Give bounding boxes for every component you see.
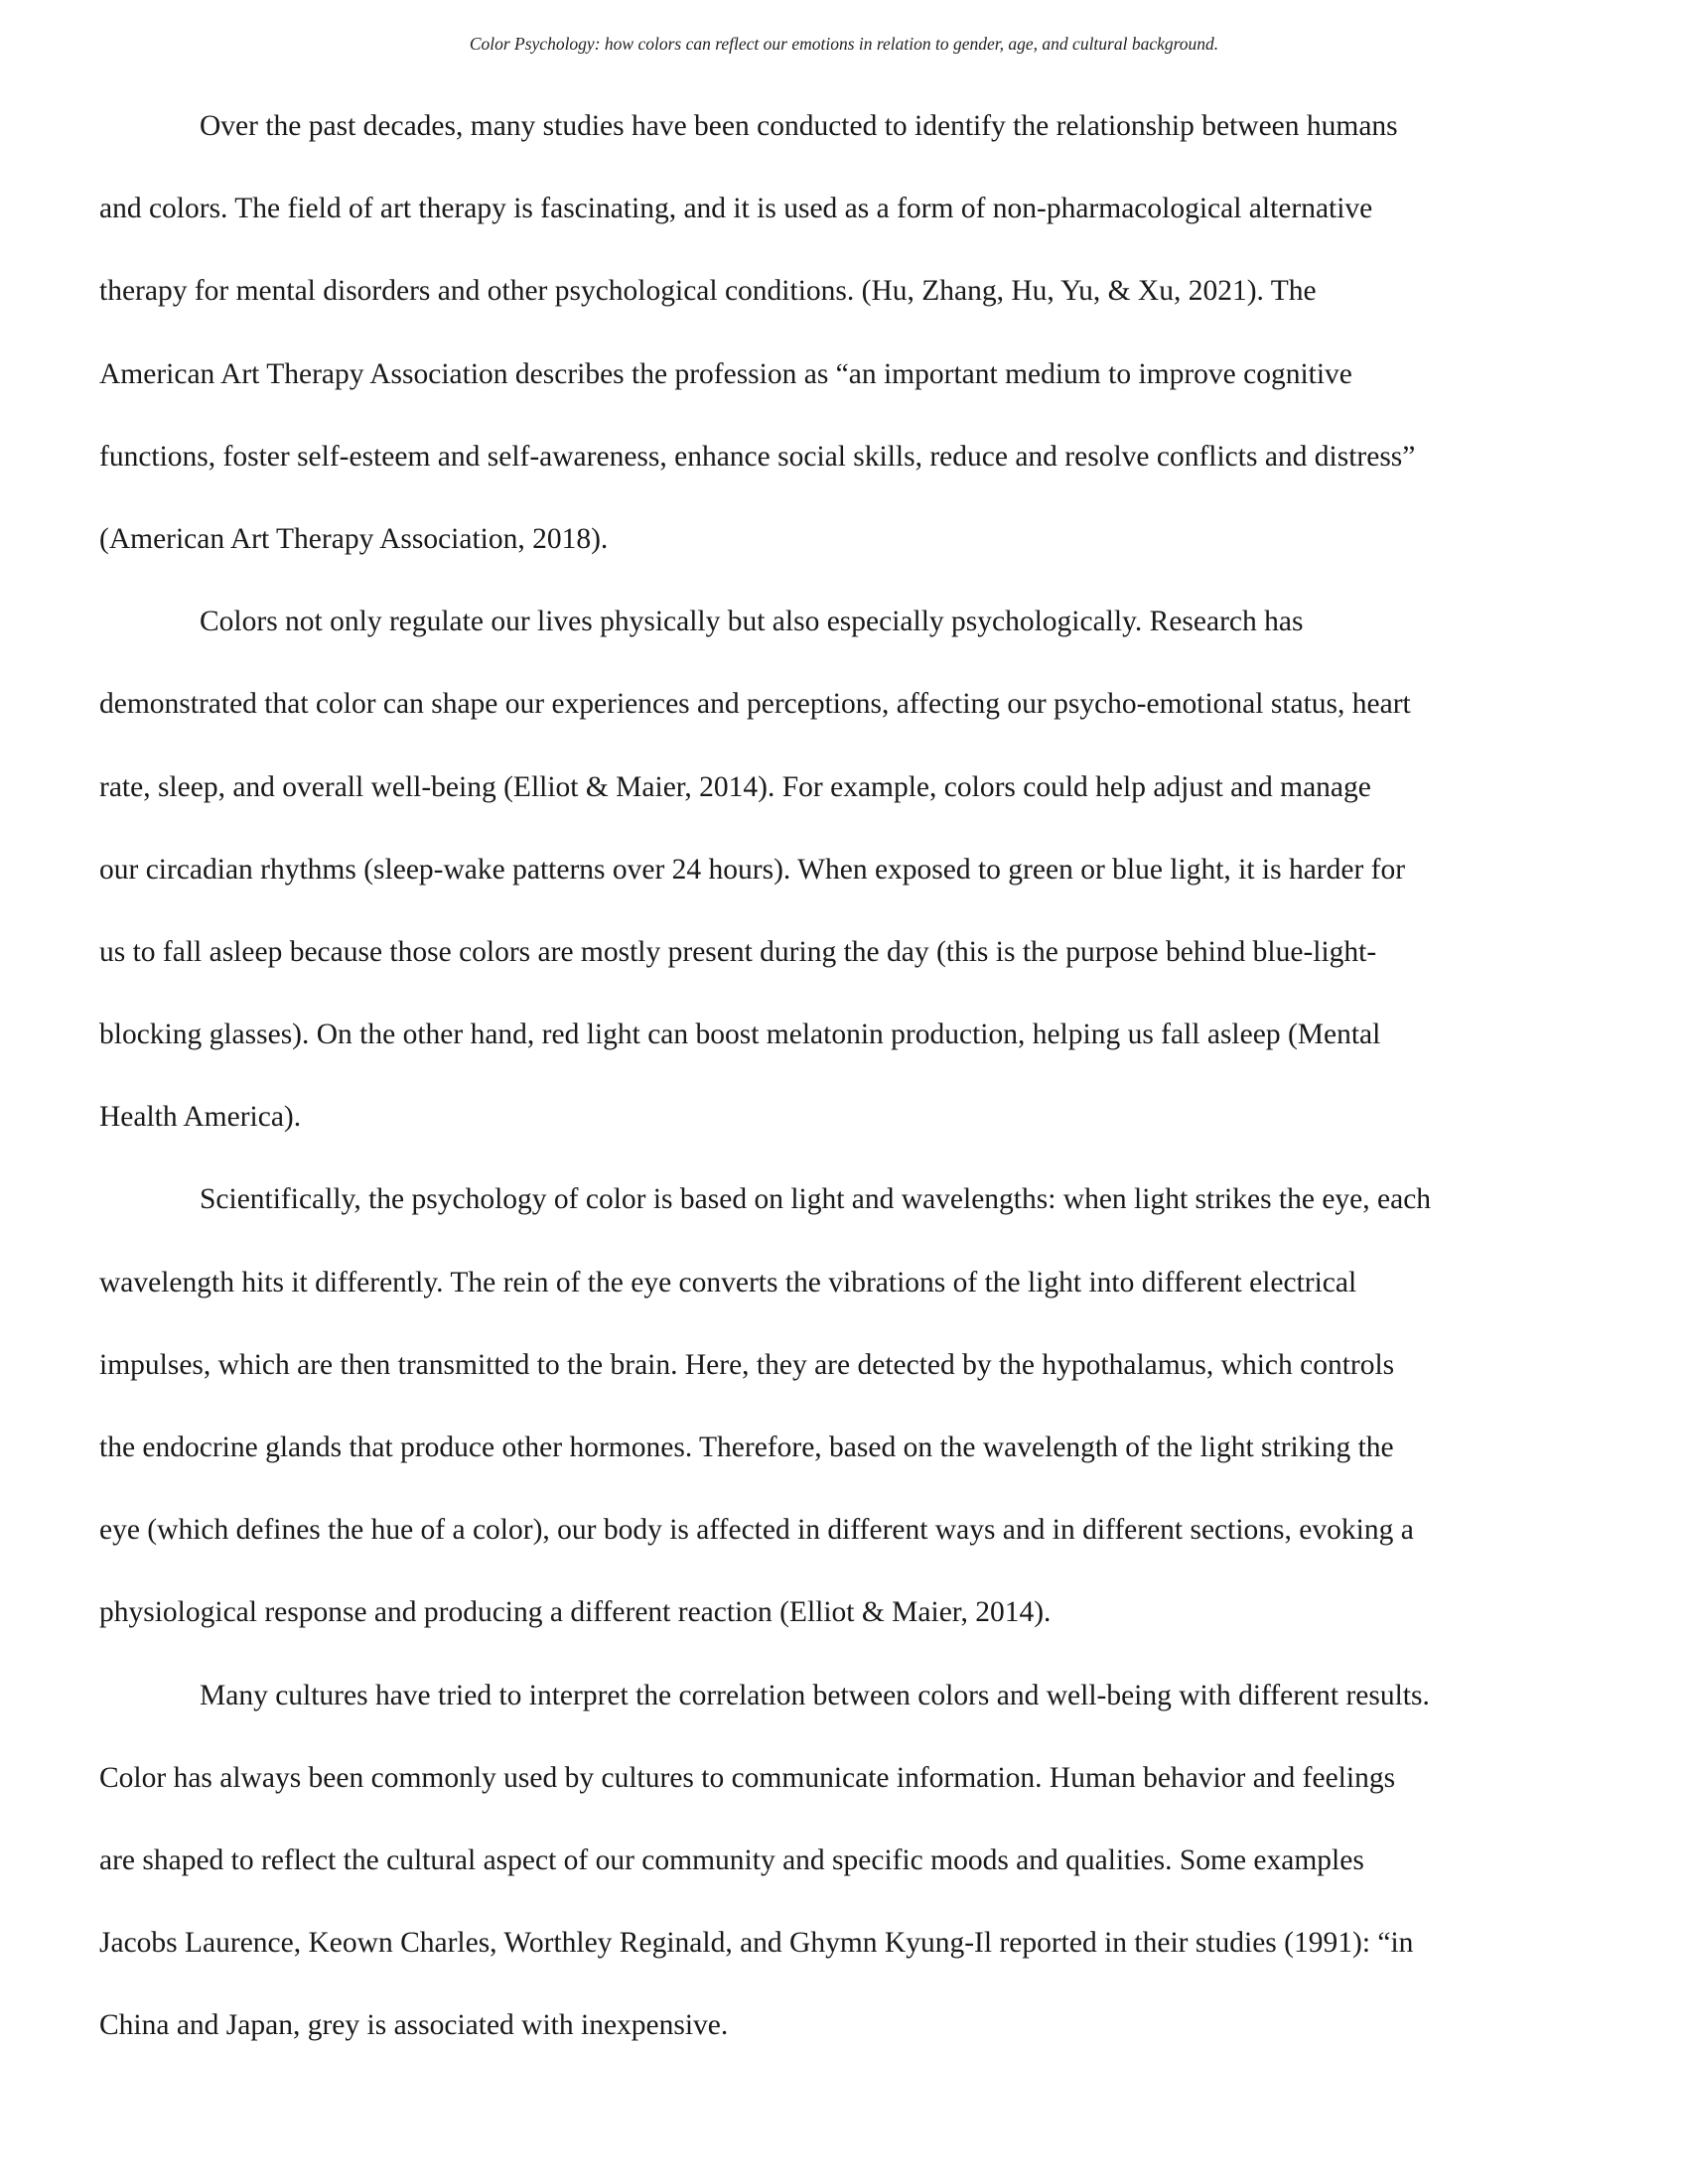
text-line: Health America). (99, 1101, 302, 1134)
text-line: (American Art Therapy Association, 2018). (99, 522, 609, 555)
text-line: wavelength hits it differently. The rein of the eye converts the vibrations of the light into different electrical (99, 1266, 1357, 1298)
text-line: the endocrine glands that produce other hormones. Therefore, based on the wavelength of the light striking the (99, 1432, 1394, 1463)
text-line: Jacobs Laurence, Keown Charles, Worthley Reginald, and Ghymn Kyung-Il reported in their studies (1991): “in (99, 1927, 1414, 1960)
paragraph-light-wavelengths (99, 1159, 1597, 1654)
text-line: Color has always been commonly used by cultures to communicate information. Human behavior and feelings (99, 1761, 1396, 1794)
paragraph-colors-regulate (99, 581, 1597, 1159)
text-line: rate, sleep, and overall well-being (Elliot & Maier, 2014). For example, colors could help adjust and manage (99, 770, 1371, 803)
paragraph-cultures (99, 1655, 1597, 2068)
text-line: physiological response and producing a different reaction (Elliot & Maier, 2014). (99, 1596, 1052, 1629)
text-line: Colors not only regulate our lives physically but also especially psychologically. Research has (200, 606, 1304, 638)
text-line: and colors. The field of art therapy is fascinating, and it is used as a form of non-pharmacological alternative (99, 193, 1373, 225)
running-header: Color Psychology: how colors can reflect our emotions in relation to gender, age, and cultural background. (469, 34, 1219, 54)
text-line: blocking glasses). On the other hand, red light can boost melatonin production, helping us fall asleep (Mental (99, 1019, 1381, 1051)
text-line: our circadian rhythms (sleep-wake patterns over 24 hours). When exposed to green or blue light, it is harder for (99, 853, 1406, 886)
text-line: China and Japan, grey is associated with inexpensive. (99, 2009, 729, 2042)
text-line: American Art Therapy Association describes the profession as “an important medium to improve cognitive (99, 357, 1352, 390)
text-line: Scientifically, the psychology of color is based on light and wavelengths: when light strikes the eye, each (200, 1183, 1432, 1216)
text-line: are shaped to reflect the cultural aspect of our community and specific moods and qualities. Some examples (99, 1843, 1364, 1876)
text-line: impulses, which are then transmitted to the brain. Here, they are detected by the hypothalamus, which controls (99, 1348, 1395, 1381)
text-line: therapy for mental disorders and other psychological conditions. (Hu, Zhang, Hu, Yu, & Xu, 2021). The (99, 275, 1317, 308)
text-line: Over the past decades, many studies have been conducted to identify the relationship between humans (200, 110, 1398, 142)
text-line: demonstrated that color can shape our experiences and perceptions, affecting our psycho-emotional status, heart (99, 688, 1411, 721)
paragraph-art-therapy (99, 85, 1597, 581)
text-line: Many cultures have tried to interpret the correlation between colors and well-being with different results. (200, 1679, 1430, 1711)
text-line: eye (which defines the hue of a color), our body is affected in different ways and in different sections, evoking a (99, 1514, 1414, 1547)
body-text (99, 85, 1597, 2068)
text-line: us to fall asleep because those colors are mostly present during the day (this is the purpose behind blue-light- (99, 935, 1377, 968)
text-line: functions, foster self-esteem and self-awareness, enhance social skills, reduce and resolve conflicts and distress” (99, 440, 1416, 473)
